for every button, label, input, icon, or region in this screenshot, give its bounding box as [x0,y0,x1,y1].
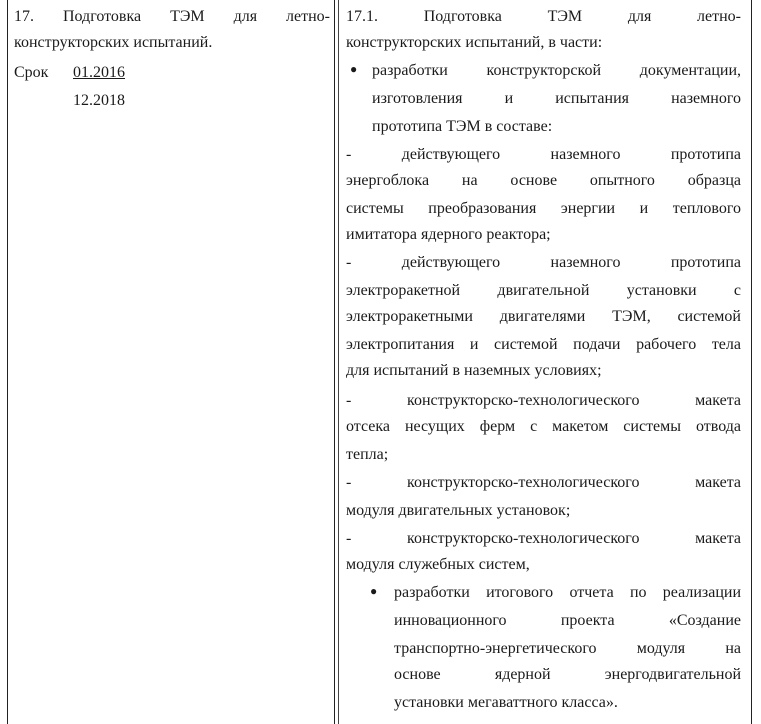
column-divider-inner [338,0,339,724]
text-line: изготовления и испытания наземного [372,90,741,107]
term-label: Срок [14,64,49,81]
bullet-icon: ● [350,62,358,76]
text-line: установки мегаваттного класса». [394,694,618,711]
text-line: имитатора ядерного реактора; [346,226,551,243]
text-line: тепла; [346,446,389,463]
text-line: - конструкторско-технологического макета [346,474,741,491]
text-line: отсека несущих ферм с макетом системы отвода [346,418,741,435]
text-line: электропитания и системой подачи рабочего тела [346,336,741,353]
term-start: 01.2016 [73,64,125,81]
text-line: - конструкторско-технологического макета [346,392,741,409]
text-line: разработки конструкторской документации, [372,62,741,79]
bullet-icon: ● [370,584,378,598]
text-line: электроракетной двигательной установки с [346,282,741,299]
text-line: инновационного проекта «Создание [394,612,741,629]
text-line: энергоблока на основе опытного образца [346,172,741,189]
text-line: системы преобразования энергии и теплового [346,200,741,217]
task-title-line-2: конструкторских испытаний. [14,34,213,51]
task-title-line-1: 17. Подготовка ТЭМ для летно- [14,8,330,25]
text-line: для испытаний в наземных условиях; [346,362,602,379]
text-line: прототипа ТЭМ в составе: [372,118,553,135]
text-line: разработки итогового отчета по реализации [394,584,741,601]
term-end: 12.2018 [73,92,125,109]
text-line: модуля двигательных установок; [346,502,571,519]
subtask-title-line-1: 17.1. Подготовка ТЭМ для летно- [346,8,741,25]
text-line: модуля служебных систем, [346,556,530,573]
text-line: электроракетными двигателями ТЭМ, системой [346,308,741,325]
subtask-title-line-2: конструкторских испытаний, в части: [346,34,603,51]
text-line: основе ядерной энергодвигательной [394,666,741,683]
text-line: транспортно-энергетического модуля на [394,640,741,657]
column-divider [334,0,335,724]
text-line: - конструкторско-технологического макета [346,530,741,547]
text-line: - действующего наземного прототипа [346,146,741,163]
text-line: - действующего наземного прототипа [346,254,741,271]
